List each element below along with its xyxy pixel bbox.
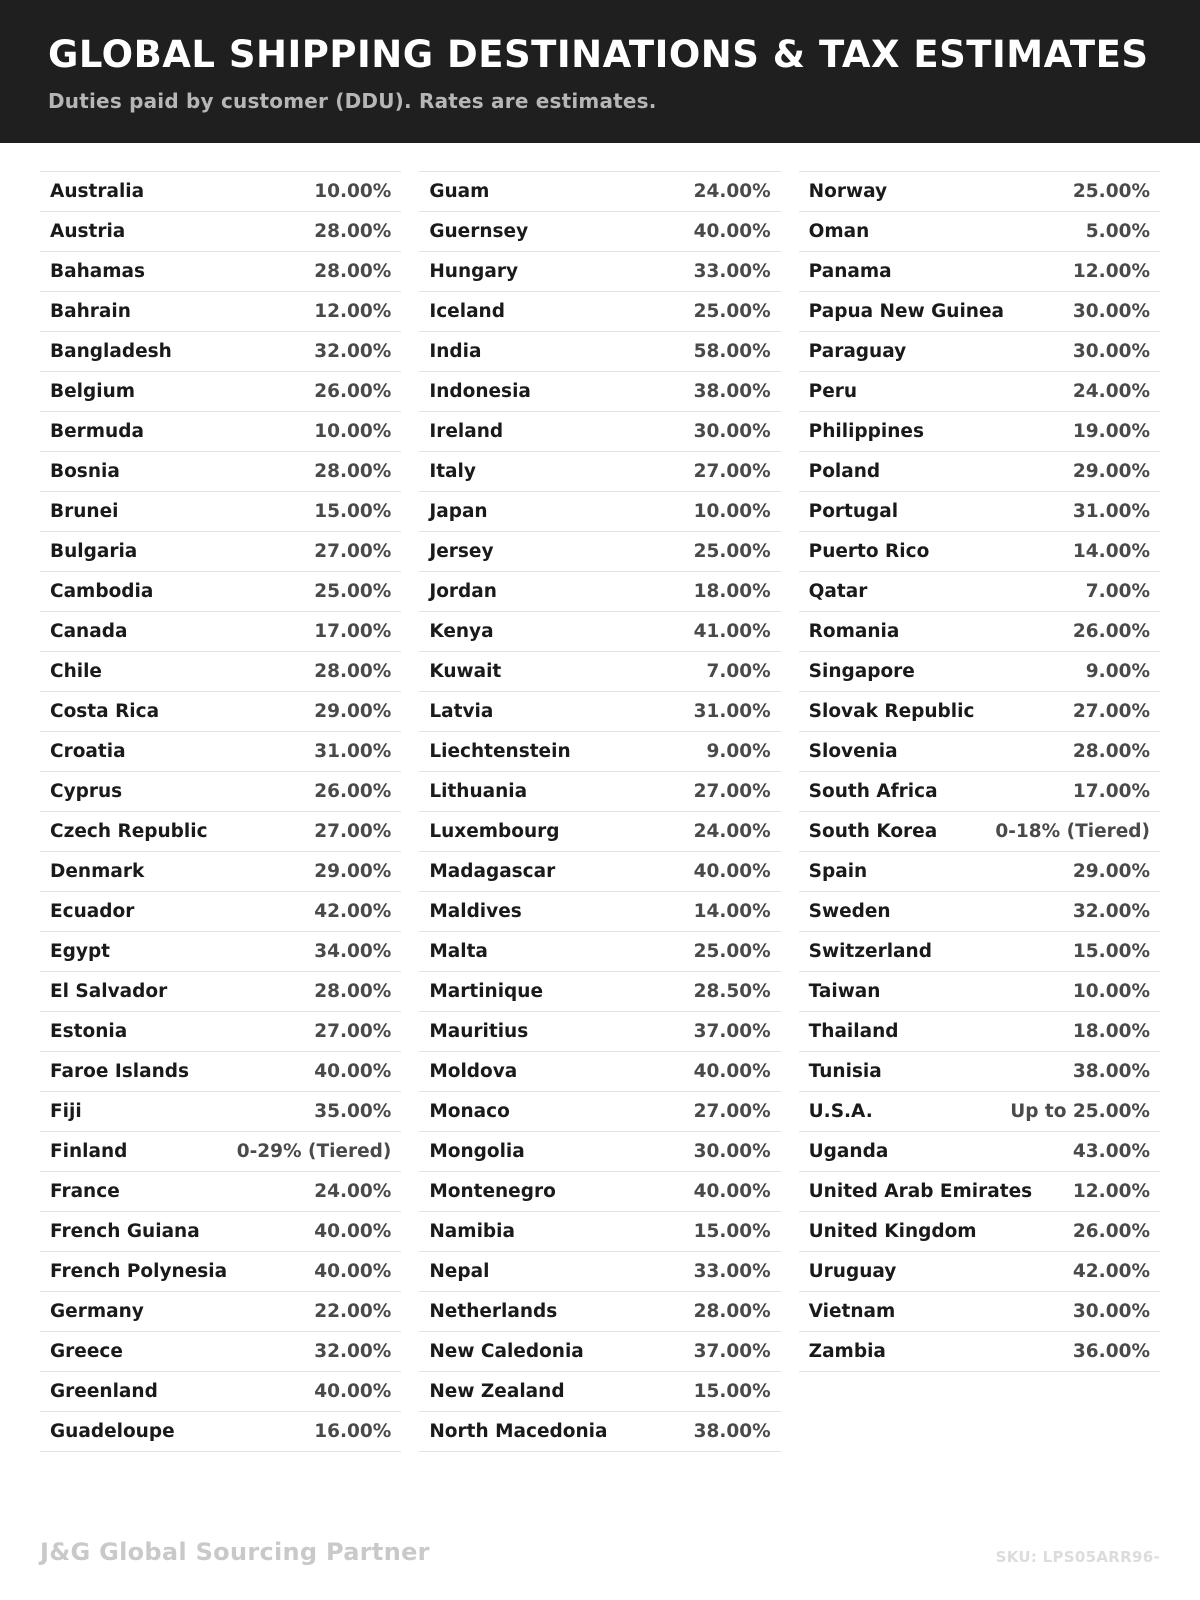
rates-column-2 — [419, 171, 780, 1452]
country-name: Paraguay — [808, 340, 907, 362]
tax-rate: 40.00% — [693, 220, 771, 242]
country-name: Martinique — [429, 980, 544, 1002]
tax-rate: 24.00% — [314, 1180, 392, 1202]
rate-row — [419, 612, 780, 652]
rate-row — [419, 1052, 780, 1092]
country-name: North Macedonia — [429, 1420, 608, 1442]
rate-row — [799, 1212, 1160, 1252]
rate-row — [799, 612, 1160, 652]
tax-rate: 28.00% — [314, 660, 392, 682]
rate-row — [419, 212, 780, 252]
tax-rate: 40.00% — [314, 1260, 392, 1282]
tax-rate: 28.00% — [314, 260, 392, 282]
tax-rate: 29.00% — [314, 860, 392, 882]
country-name: Monaco — [429, 1100, 510, 1122]
country-name: Portugal — [808, 500, 899, 522]
country-name: Iceland — [429, 300, 505, 322]
country-name: Moldova — [429, 1060, 518, 1082]
tax-rate: 28.00% — [314, 460, 392, 482]
rate-row — [419, 1092, 780, 1132]
country-name: South Africa — [808, 780, 938, 802]
tax-rate: 29.00% — [1072, 460, 1150, 482]
country-name: Guernsey — [429, 220, 529, 242]
rate-row — [419, 1412, 780, 1452]
rate-row — [419, 171, 780, 212]
country-name: Liechtenstein — [429, 740, 571, 762]
country-name: Vietnam — [808, 1300, 896, 1322]
tax-rate: 5.00% — [1085, 220, 1150, 242]
country-name: Poland — [808, 460, 881, 482]
country-name: Croatia — [50, 740, 126, 762]
rate-row — [799, 732, 1160, 772]
rate-row — [419, 332, 780, 372]
country-name: Oman — [808, 220, 870, 242]
rate-row — [799, 412, 1160, 452]
country-name: Cambodia — [50, 580, 154, 602]
tax-rate: 24.00% — [693, 180, 771, 202]
rate-row — [40, 1332, 401, 1372]
rate-row — [799, 372, 1160, 412]
country-name: Norway — [808, 180, 888, 202]
country-name: Luxembourg — [429, 820, 560, 842]
country-name: Singapore — [808, 660, 915, 682]
tax-rate: Up to 25.00% — [1010, 1100, 1150, 1122]
country-name: Guadeloupe — [50, 1420, 175, 1442]
rate-row — [419, 492, 780, 532]
tax-rate: 58.00% — [693, 340, 771, 362]
tax-rate: 36.00% — [1072, 1340, 1150, 1362]
rate-row — [799, 1172, 1160, 1212]
country-name: Costa Rica — [50, 700, 160, 722]
rate-row — [40, 1212, 401, 1252]
rate-row — [419, 412, 780, 452]
rate-row — [799, 1132, 1160, 1172]
tax-rate: 33.00% — [693, 260, 771, 282]
tax-rate: 25.00% — [693, 940, 771, 962]
rate-row — [799, 1012, 1160, 1052]
rate-row — [40, 372, 401, 412]
rate-row — [40, 1372, 401, 1412]
country-name: Germany — [50, 1300, 144, 1322]
rate-row — [419, 1292, 780, 1332]
country-name: Slovak Republic — [808, 700, 975, 722]
country-name: Ireland — [429, 420, 504, 442]
rate-row — [799, 292, 1160, 332]
country-name: Italy — [429, 460, 476, 482]
rate-row — [419, 692, 780, 732]
rate-row — [40, 1132, 401, 1172]
tax-rate: 9.00% — [706, 740, 771, 762]
tax-rate: 32.00% — [314, 340, 392, 362]
country-name: Latvia — [429, 700, 494, 722]
rate-row — [40, 1012, 401, 1052]
tax-rate: 19.00% — [1072, 420, 1150, 442]
tax-rate: 10.00% — [314, 420, 392, 442]
tax-rate: 27.00% — [1072, 700, 1150, 722]
tax-rate: 15.00% — [693, 1380, 771, 1402]
tax-rate: 38.00% — [693, 380, 771, 402]
tax-rate: 31.00% — [693, 700, 771, 722]
country-name: Spain — [808, 860, 868, 882]
rate-row — [419, 1012, 780, 1052]
country-name: Malta — [429, 940, 488, 962]
country-name: Brunei — [50, 500, 119, 522]
tax-rate: 28.00% — [314, 980, 392, 1002]
country-name: Cyprus — [50, 780, 123, 802]
rate-row — [419, 732, 780, 772]
tax-rate: 25.00% — [314, 580, 392, 602]
tax-rate: 38.00% — [693, 1420, 771, 1442]
rate-row — [40, 492, 401, 532]
rate-row — [799, 1332, 1160, 1372]
tax-rate: 15.00% — [314, 500, 392, 522]
tax-rate: 10.00% — [314, 180, 392, 202]
tax-rate: 28.50% — [693, 980, 771, 1002]
country-name: Philippines — [808, 420, 924, 442]
country-name: Faroe Islands — [50, 1060, 190, 1082]
rate-row — [799, 332, 1160, 372]
tax-rate: 29.00% — [314, 700, 392, 722]
country-name: Jordan — [429, 580, 497, 602]
country-name: Kenya — [429, 620, 494, 642]
tax-rate: 25.00% — [1072, 180, 1150, 202]
tax-rate: 25.00% — [693, 300, 771, 322]
tax-rate: 17.00% — [314, 620, 392, 642]
tax-rate: 40.00% — [693, 1180, 771, 1202]
rate-row — [40, 252, 401, 292]
country-name: U.S.A. — [808, 1100, 873, 1122]
tax-rate: 24.00% — [1072, 380, 1150, 402]
country-name: India — [429, 340, 482, 362]
country-name: Netherlands — [429, 1300, 558, 1322]
tax-rate: 30.00% — [1072, 1300, 1150, 1322]
country-name: Guam — [429, 180, 490, 202]
rate-row — [799, 972, 1160, 1012]
tax-rate: 41.00% — [693, 620, 771, 642]
country-name: Canada — [50, 620, 128, 642]
rate-row — [419, 1332, 780, 1372]
country-name: Bahrain — [50, 300, 131, 322]
rate-row — [419, 852, 780, 892]
country-name: Kuwait — [429, 660, 502, 682]
tax-rate: 18.00% — [1072, 1020, 1150, 1042]
page-header — [0, 0, 1200, 143]
rates-column-1 — [40, 171, 401, 1452]
tax-rate: 40.00% — [314, 1220, 392, 1242]
country-name: Fiji — [50, 1100, 82, 1122]
rate-row — [799, 892, 1160, 932]
tax-rate: 27.00% — [693, 1100, 771, 1122]
tax-rate: 0-29% (Tiered) — [236, 1140, 392, 1162]
rate-row — [799, 652, 1160, 692]
rate-row — [419, 452, 780, 492]
country-name: Bulgaria — [50, 540, 138, 562]
rate-row — [799, 772, 1160, 812]
country-name: Bermuda — [50, 420, 144, 442]
tax-rate: 27.00% — [314, 820, 392, 842]
country-name: Thailand — [808, 1020, 899, 1042]
rate-row — [799, 492, 1160, 532]
tax-rate: 31.00% — [314, 740, 392, 762]
footer-brand: J&G Global Sourcing Partner — [40, 1538, 430, 1566]
rate-row — [40, 732, 401, 772]
rate-row — [40, 332, 401, 372]
tax-rate: 30.00% — [693, 1140, 771, 1162]
rates-columns — [0, 143, 1200, 1538]
rate-row — [799, 852, 1160, 892]
country-name: Estonia — [50, 1020, 128, 1042]
country-name: United Arab Emirates — [808, 1180, 1033, 1202]
rate-row — [799, 171, 1160, 212]
rate-row — [799, 572, 1160, 612]
tax-rate: 40.00% — [314, 1060, 392, 1082]
tax-rate: 40.00% — [693, 860, 771, 882]
rate-row — [419, 772, 780, 812]
country-name: Mauritius — [429, 1020, 529, 1042]
tax-rate: 27.00% — [314, 1020, 392, 1042]
country-name: Jersey — [429, 540, 494, 562]
country-name: Denmark — [50, 860, 145, 882]
tax-rate: 28.00% — [693, 1300, 771, 1322]
rate-row — [419, 1372, 780, 1412]
rate-row — [40, 932, 401, 972]
country-name: Czech Republic — [50, 820, 208, 842]
tax-rate: 40.00% — [314, 1380, 392, 1402]
country-name: Papua New Guinea — [808, 300, 1004, 322]
tax-rate: 30.00% — [1072, 340, 1150, 362]
country-name: Sweden — [808, 900, 891, 922]
tax-rate: 7.00% — [1085, 580, 1150, 602]
country-name: Hungary — [429, 260, 519, 282]
tax-rate: 29.00% — [1072, 860, 1150, 882]
rate-row — [40, 1092, 401, 1132]
rate-row — [40, 212, 401, 252]
country-name: Mongolia — [429, 1140, 525, 1162]
country-name: New Zealand — [429, 1380, 565, 1402]
country-name: Slovenia — [808, 740, 898, 762]
tax-rate: 10.00% — [1072, 980, 1150, 1002]
country-name: Chile — [50, 660, 102, 682]
country-name: Uruguay — [808, 1260, 897, 1282]
tax-rate: 32.00% — [314, 1340, 392, 1362]
country-name: Japan — [429, 500, 488, 522]
rate-row — [799, 1052, 1160, 1092]
rate-row — [799, 932, 1160, 972]
rate-row — [799, 692, 1160, 732]
country-name: Puerto Rico — [808, 540, 930, 562]
country-name: Taiwan — [808, 980, 881, 1002]
rate-row — [799, 252, 1160, 292]
country-name: Switzerland — [808, 940, 932, 962]
country-name: French Polynesia — [50, 1260, 228, 1282]
country-name: Austria — [50, 220, 126, 242]
rate-row — [799, 212, 1160, 252]
page-title: GLOBAL SHIPPING DESTINATIONS & TAX ESTIMATES — [48, 33, 1149, 76]
tax-rate: 7.00% — [706, 660, 771, 682]
tax-rate: 12.00% — [1072, 260, 1150, 282]
tax-rate: 15.00% — [1072, 940, 1150, 962]
tax-rate: 31.00% — [1072, 500, 1150, 522]
rate-row — [40, 1172, 401, 1212]
rate-row — [40, 692, 401, 732]
rate-row — [419, 1212, 780, 1252]
rate-row — [40, 1292, 401, 1332]
country-name: South Korea — [808, 820, 938, 842]
rate-row — [419, 372, 780, 412]
rate-row — [40, 812, 401, 852]
country-name: Qatar — [808, 580, 868, 602]
rates-column-3 — [799, 171, 1160, 1372]
country-name: Madagascar — [429, 860, 556, 882]
tax-rate: 27.00% — [693, 780, 771, 802]
country-name: United Kingdom — [808, 1220, 977, 1242]
rate-row — [40, 1412, 401, 1452]
rate-row — [419, 972, 780, 1012]
country-name: Lithuania — [429, 780, 528, 802]
country-name: French Guiana — [50, 1220, 200, 1242]
country-name: Bangladesh — [50, 340, 172, 362]
country-name: New Caledonia — [429, 1340, 584, 1362]
rate-row — [419, 812, 780, 852]
tax-rate: 37.00% — [693, 1340, 771, 1362]
country-name: Bahamas — [50, 260, 146, 282]
tax-rate: 34.00% — [314, 940, 392, 962]
tax-rate: 15.00% — [693, 1220, 771, 1242]
tax-rate: 17.00% — [1072, 780, 1150, 802]
rate-row — [40, 972, 401, 1012]
tax-rate: 30.00% — [693, 420, 771, 442]
tax-rate: 26.00% — [1072, 620, 1150, 642]
tax-rate: 30.00% — [1072, 300, 1150, 322]
tax-rate: 16.00% — [314, 1420, 392, 1442]
rate-row — [40, 532, 401, 572]
tax-rate: 22.00% — [314, 1300, 392, 1322]
rate-row — [40, 852, 401, 892]
tax-rate: 10.00% — [693, 500, 771, 522]
tax-rate: 38.00% — [1072, 1060, 1150, 1082]
tax-rate: 12.00% — [1072, 1180, 1150, 1202]
rate-row — [40, 171, 401, 212]
rate-row — [40, 572, 401, 612]
country-name: Finland — [50, 1140, 128, 1162]
tax-rate: 42.00% — [314, 900, 392, 922]
country-name: Bosnia — [50, 460, 120, 482]
rate-row — [40, 892, 401, 932]
tax-rate: 35.00% — [314, 1100, 392, 1122]
tax-rate: 18.00% — [693, 580, 771, 602]
tax-rate: 28.00% — [314, 220, 392, 242]
country-name: Ecuador — [50, 900, 135, 922]
tax-rate: 14.00% — [693, 900, 771, 922]
country-name: Tunisia — [808, 1060, 882, 1082]
rate-row — [799, 532, 1160, 572]
rate-row — [40, 772, 401, 812]
page-footer — [0, 1538, 1200, 1600]
country-name: Peru — [808, 380, 858, 402]
tax-rate: 33.00% — [693, 1260, 771, 1282]
rate-row — [419, 572, 780, 612]
rate-row — [419, 292, 780, 332]
rate-row — [799, 1292, 1160, 1332]
tax-rate: 25.00% — [693, 540, 771, 562]
country-name: Australia — [50, 180, 145, 202]
rate-row — [419, 1132, 780, 1172]
country-name: Montenegro — [429, 1180, 556, 1202]
country-name: Namibia — [429, 1220, 515, 1242]
tax-rate: 26.00% — [1072, 1220, 1150, 1242]
country-name: France — [50, 1180, 120, 1202]
tax-rate: 27.00% — [314, 540, 392, 562]
rate-row — [40, 612, 401, 652]
country-name: Zambia — [808, 1340, 886, 1362]
tax-rate: 32.00% — [1072, 900, 1150, 922]
tax-rate: 43.00% — [1072, 1140, 1150, 1162]
country-name: Uganda — [808, 1140, 889, 1162]
country-name: Belgium — [50, 380, 136, 402]
country-name: El Salvador — [50, 980, 168, 1002]
tax-rate: 12.00% — [314, 300, 392, 322]
rate-row — [40, 452, 401, 492]
rate-row — [419, 252, 780, 292]
rate-row — [799, 1092, 1160, 1132]
country-name: Greenland — [50, 1380, 158, 1402]
rate-row — [40, 292, 401, 332]
tax-rate: 14.00% — [1072, 540, 1150, 562]
tax-rate: 40.00% — [693, 1060, 771, 1082]
rate-row — [799, 452, 1160, 492]
rate-row — [419, 892, 780, 932]
page-subtitle: Duties paid by customer (DDU). Rates are estimates. — [48, 88, 657, 113]
country-name: Maldives — [429, 900, 522, 922]
country-name: Egypt — [50, 940, 111, 962]
country-name: Indonesia — [429, 380, 531, 402]
footer-sku: SKU: LPS05ARR96- — [995, 1548, 1160, 1566]
rate-row — [40, 652, 401, 692]
tax-rate: 37.00% — [693, 1020, 771, 1042]
rate-row — [40, 1252, 401, 1292]
rate-row — [419, 1172, 780, 1212]
tax-rate: 0-18% (Tiered) — [995, 820, 1150, 842]
tax-rate: 27.00% — [693, 460, 771, 482]
rate-row — [419, 932, 780, 972]
tax-rate: 26.00% — [314, 780, 392, 802]
rate-row — [40, 412, 401, 452]
rate-row — [419, 652, 780, 692]
tax-rate: 42.00% — [1072, 1260, 1150, 1282]
tax-rate: 24.00% — [693, 820, 771, 842]
rate-row — [419, 1252, 780, 1292]
rate-row — [40, 1052, 401, 1092]
rate-row — [799, 812, 1160, 852]
tax-rate: 28.00% — [1072, 740, 1150, 762]
tax-rate: 26.00% — [314, 380, 392, 402]
rate-row — [799, 1252, 1160, 1292]
rate-row — [419, 532, 780, 572]
tax-rate: 9.00% — [1085, 660, 1150, 682]
country-name: Panama — [808, 260, 892, 282]
country-name: Romania — [808, 620, 900, 642]
country-name: Nepal — [429, 1260, 490, 1282]
country-name: Greece — [50, 1340, 123, 1362]
